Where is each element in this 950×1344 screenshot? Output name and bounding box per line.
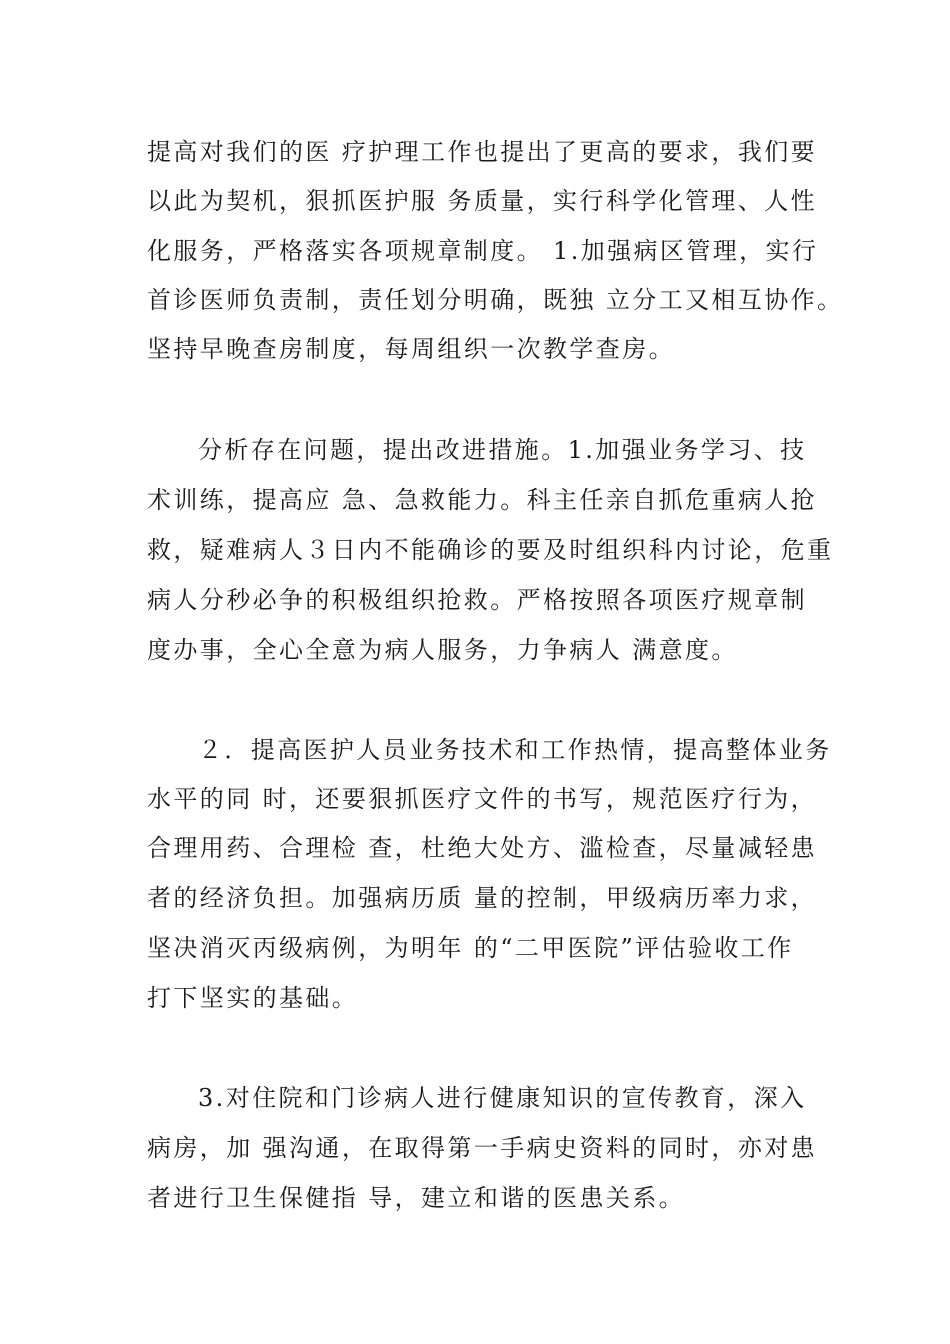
paragraph-4-line-2: 病房，加 强沟通，在取得第一手病史资料的同时，亦对患 — [147, 1134, 818, 1162]
paragraph-1-line-5: 坚持早晚查房制度，每周组织一次教学查房。 — [147, 335, 675, 363]
paragraph-3-line-1: ２．提高医护人员业务技术和工作热情，提高整体业务 — [198, 736, 832, 764]
paragraph-2-line-3: 救，疑难病人３日内不能确诊的要及时组织科内讨论，危重 — [147, 536, 834, 564]
paragraph-4-line-3: 者进行卫生保健指 导，建立和谐的医患关系。 — [147, 1184, 686, 1212]
paragraph-3-line-5: 坚决消灭丙级病例，为明年 的“二甲医院”评估验收工作 — [147, 934, 794, 962]
paragraph-4-line-1: 3.对住院和门诊病人进行健康知识的宣传教育，深入 — [198, 1084, 807, 1112]
paragraph-1-line-2: 以此为契机，狠抓医护服 务质量，实行科学化管理、人性 — [147, 187, 818, 215]
paragraph-1-line-3: 化服务，严格落实各项规章制度。 1.加强病区管理，实行 — [147, 237, 819, 265]
paragraph-2-line-1: 分析存在问题，提出改进措施。1.加强业务学习、技 — [198, 436, 807, 464]
paragraph-3-line-4: 者的经济负担。加强病历质 量的控制，甲级病历率力求， — [147, 884, 818, 912]
paragraph-2-line-4: 病人分秒必争的积极组织抢救。严格按照各项医疗规章制 — [147, 586, 807, 614]
paragraph-2-line-5: 度办事，全心全意为病人服务，力争病人 满意度。 — [147, 636, 738, 664]
paragraph-1-line-4: 首诊医师负责制，责任划分明确，既独 立分工又相互协作。 — [147, 286, 844, 314]
paragraph-2-line-2: 术训练，提高应 急、急救能力。科主任亲自抓危重病人抢 — [147, 486, 818, 514]
paragraph-1-line-1: 提高对我们的医 疗护理工作也提出了更高的要求，我们要 — [147, 138, 818, 166]
paragraph-3-line-6: 打下坚实的基础。 — [147, 984, 359, 1012]
paragraph-3-line-3: 合理用药、合理检 查，杜绝大处方、滥检查，尽量减轻患 — [147, 834, 818, 862]
paragraph-3-line-2: 水平的同 时，还要狠抓医疗文件的书写，规范医疗行为， — [147, 785, 818, 813]
